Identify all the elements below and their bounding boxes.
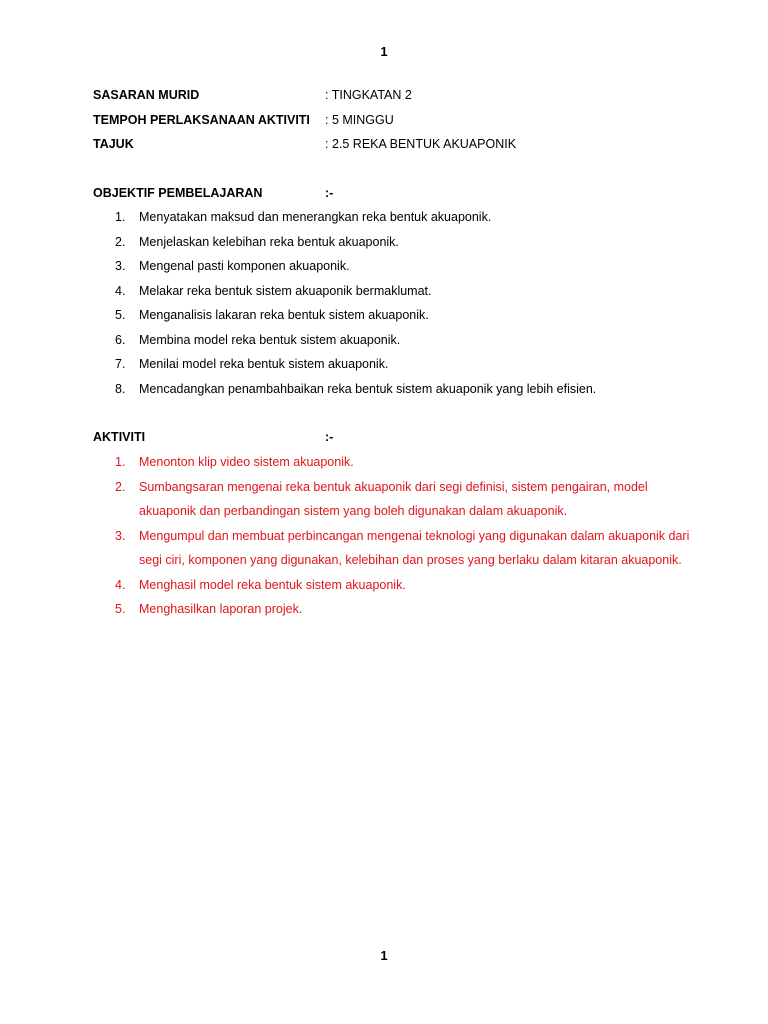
info-row-tajuk <box>93 137 517 151</box>
objektif-item-text: Mencadangkan penambahbaikan reka bentuk sistem akuaponik yang lebih efisien. <box>139 381 597 396</box>
page-number-bottom: 1 <box>380 948 388 963</box>
aktiviti-item <box>93 573 693 598</box>
aktiviti-item <box>93 450 693 475</box>
aktiviti-item-text: Sumbangsaran mengenai reka bentuk akuaponik dari segi definisi, sistem pengairan, model akuaponik dan perbandingan sistem yang boleh digunakan dalam akuaponik. <box>139 479 648 518</box>
objektif-item-number: 8. <box>115 381 126 396</box>
objektif-item-text: Melakar reka bentuk sistem akuaponik bermaklumat. <box>139 283 432 298</box>
objektif-item-text: Menyatakan maksud dan menerangkan reka bentuk akuaponik. <box>139 210 492 224</box>
aktiviti-heading-colon: :- <box>325 430 334 444</box>
aktiviti-item-number: 4. <box>115 577 126 592</box>
objektif-heading-label: OBJEKTIF PEMBELAJARAN <box>93 186 263 200</box>
aktiviti-item-number: 1. <box>115 455 126 469</box>
objektif-item-text: Mengenal pasti komponen akuaponik. <box>139 259 350 273</box>
objektif-heading <box>93 186 334 200</box>
aktiviti-item-text: Menghasilkan laporan projek. <box>139 602 303 616</box>
aktiviti-heading <box>93 430 334 444</box>
aktiviti-list <box>93 450 693 622</box>
aktiviti-item-text: Menghasil model reka bentuk sistem akuaponik. <box>139 577 406 592</box>
objektif-item <box>93 303 693 328</box>
objektif-item <box>93 230 693 255</box>
objektif-item-text: Menganalisis lakaran reka bentuk sistem akuaponik. <box>139 308 429 322</box>
objektif-item <box>93 328 693 353</box>
objektif-item-number: 2. <box>115 234 126 249</box>
objektif-item-number: 7. <box>115 357 126 371</box>
objektif-item-number: 3. <box>115 259 126 273</box>
objektif-item-number: 1. <box>115 210 126 224</box>
objektif-item-number: 5. <box>115 308 126 322</box>
aktiviti-item-number: 3. <box>115 528 126 543</box>
objektif-heading-colon: :- <box>325 186 334 200</box>
info-row-sasaran <box>93 88 412 102</box>
objektif-item <box>93 205 693 230</box>
tajuk-label: TAJUK <box>93 137 134 151</box>
objektif-item <box>93 377 693 402</box>
objektif-item-text: Menilai model reka bentuk sistem akuaponik. <box>139 357 389 371</box>
objektif-item-number: 6. <box>115 332 126 347</box>
aktiviti-item <box>93 475 693 524</box>
aktiviti-item-number: 5. <box>115 602 126 616</box>
sasaran-value: : TINGKATAN 2 <box>325 88 412 102</box>
objektif-item-text: Membina model reka bentuk sistem akuaponik. <box>139 332 401 347</box>
objektif-item <box>93 352 693 377</box>
info-row-tempoh <box>93 113 394 127</box>
objektif-item <box>93 254 693 279</box>
tajuk-value: : 2.5 REKA BENTUK AKUAPONIK <box>325 137 517 151</box>
objektif-list <box>93 205 693 401</box>
aktiviti-item <box>93 524 693 573</box>
aktiviti-item-number: 2. <box>115 479 126 494</box>
objektif-item-text: Menjelaskan kelebihan reka bentuk akuaponik. <box>139 234 399 249</box>
tempoh-label: TEMPOH PERLAKSANAAN AKTIVITI <box>93 113 310 127</box>
page-number-top: 1 <box>380 44 388 59</box>
objektif-item-number: 4. <box>115 283 126 298</box>
aktiviti-item-text: Menonton klip video sistem akuaponik. <box>139 455 354 469</box>
aktiviti-heading-label: AKTIVITI <box>93 430 146 444</box>
aktiviti-item <box>93 597 693 622</box>
aktiviti-item-text: Mengumpul dan membuat perbincangan mengenai teknologi yang digunakan dalam akuaponik dari segi ciri, komponen yang digunakan, kelebihan dan proses yang berlaku dalam kitaran akuaponik. <box>139 528 690 567</box>
tempoh-value: : 5 MINGGU <box>325 113 394 127</box>
sasaran-label: SASARAN MURID <box>93 88 200 102</box>
objektif-item <box>93 279 693 304</box>
